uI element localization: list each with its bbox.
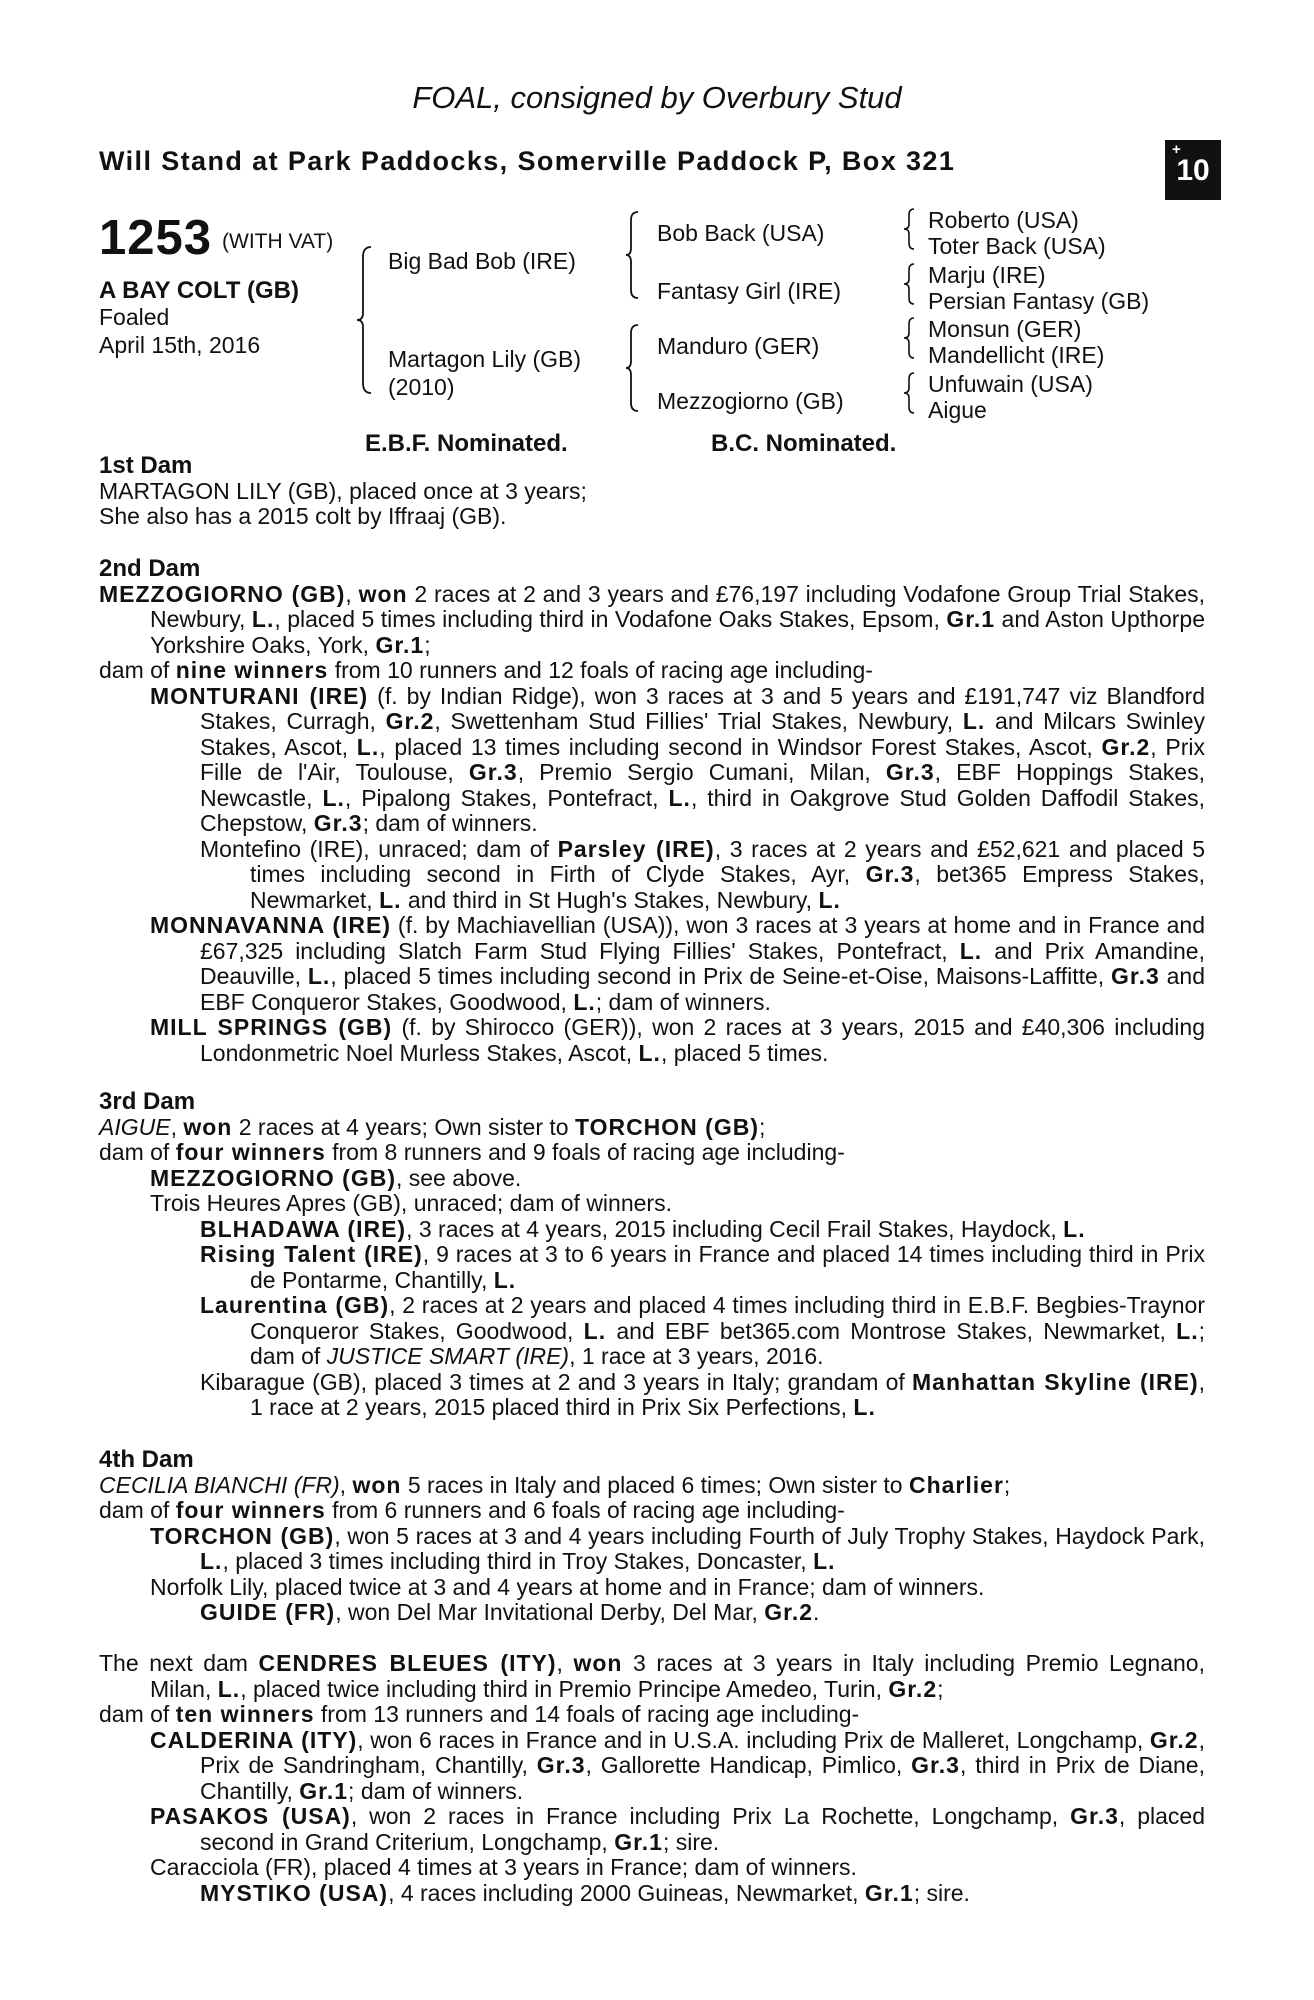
montefino-entry: Montefino (IRE), unraced; dam of Parsley (IRE), 3 races at 2 years and £52,621 and placed 5 times including second in Firth of Clyde Stakes, Ayr, Gr.3, bet365 Empress Stakes, Newmarket, L. and third in St Hugh's Stakes, Newbury, L. [200, 835, 1206, 913]
stand-location: Will Stand at Park Paddocks, Somerville Paddock P, Box 321 [99, 146, 956, 176]
foaled-date: April 15th, 2016 [99, 332, 261, 358]
first-dam-line-1: MARTAGON LILY (GB), placed once at 3 years; [99, 477, 587, 504]
trois-heures-entry: Trois Heures Apres (GB), unraced; dam of winners. [150, 1190, 672, 1216]
pedigree-brace-1 [355, 245, 385, 395]
monturani-entry: MONTURANI (IRE) (f. by Indian Ridge), won 3 races at 3 and 5 years and £191,747 viz Blandford Stakes, Curragh, Gr.2, Swettenham Stud Fillies' Trial Stakes, Newbury, L. and Milcars Swinley Stakes, Ascot, L., placed 13 times including second in Windsor Forest Stakes, Ascot, Gr.2, Prix Fille de l'Air, Toulouse, Gr.3, Premio Sergio Cumani, Milan, Gr.3, EBF Hoppings Stakes, Newcastle, L., Pipalong Stakes, Pontefract, L., third in Oakgrove Stud Golden Daffodil Stakes, Chepstow, Gr.3; dam of winners. [150, 682, 1206, 836]
pedigree-sds: Marju (IRE) [928, 262, 1046, 288]
calderina-entry: CALDERINA (ITY), won 6 races in France and in U.S.A. including Prix de Malleret, Longchamp, Gr.2, Prix de Sandringham, Chantilly, Gr.3, Gallorette Handicap, Pimlico, Gr.3, third in Prix de Diane, Chantilly, Gr.1; dam of winners. [150, 1726, 1205, 1804]
third-dam-record: AIGUE, won 2 races at 4 years; Own sister to TORCHON (GB); [99, 1113, 766, 1140]
laurentina-entry: Laurentina (GB), 2 races at 2 years and placed 4 times including third in E.B.F. Begbies-Traynor Conqueror Stakes, Goodwood, L. and EBF bet365.com Montrose Stakes, Newmarket, L.; dam of JUSTICE SMART (IRE), 1 race at 3 years, 2016. [200, 1292, 1205, 1369]
monnavanna-entry: MONNAVANNA (IRE) (f. by Machiavellian (USA)), won 3 races at 3 years at home and in France and £67,325 including Slatch Farm Stud Flying Fillies' Stakes, Pontefract, L. and Prix Amandine, Deauville, L., placed 5 times including second in Prix de Seine-et-Oise, Maisons-Laffitte, Gr.3 and EBF Conqueror Stakes, Goodwood, L.; dam of winners. [150, 912, 1206, 1015]
pedigree-brace-3b [902, 262, 924, 306]
fourth-dam-produce: dam of four winners from 6 runners and 6 foals of racing age including- [99, 1497, 845, 1523]
vat-label: (WITH VAT) [222, 230, 334, 253]
ebf-nominated: E.B.F. Nominated. [365, 430, 568, 457]
pasakos-entry: PASAKOS (USA), won 2 races in France including Prix La Rochette, Longchamp, Gr.3, placed second in Grand Criterium, Longchamp, Gr.1; sire. [150, 1803, 1205, 1855]
next-dam-record: The next dam CENDRES BLEUES (ITY), won 3 races at 3 years in Italy including Premio Legnano, Milan, L., placed twice including third in Premio Principe Amedeo, Turin, Gr.2; [99, 1650, 1205, 1702]
pedigree-brace-3c [902, 316, 924, 360]
plus-icon: + [1172, 141, 1181, 158]
pedigree-ssd: Toter Back (USA) [928, 233, 1106, 259]
mystiko-entry: MYSTIKO (USA), 4 races including 2000 Guineas, Newmarket, Gr.1; sire. [200, 1879, 970, 1906]
first-dam-section [99, 453, 1205, 530]
pedigree-dam: Martagon Lily (GB) [388, 346, 582, 372]
pedigree-sdd: Persian Fantasy (GB) [928, 288, 1150, 314]
pedigree-sire: Big Bad Bob (IRE) [388, 248, 576, 274]
second-dam-heading: 2nd Dam [99, 555, 201, 582]
pedigree-brace-2b [624, 323, 650, 413]
next-dam-section [99, 1651, 1205, 1906]
mezzogiorno-entry: MEZZOGIORNO (GB), see above. [150, 1164, 522, 1191]
pedigree-sss: Roberto (USA) [928, 207, 1079, 233]
next-dam-produce: dam of ten winners from 13 runners and 14 foals of racing age including- [99, 1701, 860, 1727]
rising-talent-entry: Rising Talent (IRE), 9 races at 3 to 6 years in France and placed 14 times including third in Prix de Pontarme, Chantilly, L. [200, 1241, 1205, 1293]
foaled-label: Foaled [99, 304, 170, 330]
fourth-dam-heading: 4th Dam [99, 1446, 194, 1473]
pedigree-brace-3a [902, 207, 924, 251]
pedigree-dam-year: (2010) [388, 374, 455, 400]
pedigree-dam-sire: Manduro (GER) [657, 333, 820, 359]
pedigree-dam-dam: Mezzogiorno (GB) [657, 388, 844, 414]
third-dam-section [99, 1089, 1205, 1421]
pedigree-ddd: Aigue [928, 397, 987, 423]
third-dam-produce: dam of four winners from 8 runners and 9 foals of racing age including- [99, 1139, 845, 1165]
pedigree-dsd: Mandellicht (IRE) [928, 342, 1105, 368]
guide-entry: GUIDE (FR), won Del Mar Invitational Derby, Del Mar, Gr.2. [200, 1599, 820, 1625]
pedigree-brace-2a [624, 210, 650, 300]
fourth-dam-section [99, 1447, 1205, 1626]
lot-badge [1165, 140, 1221, 200]
kibarague-entry: Kibarague (GB), placed 3 times at 2 and 3 years in Italy; grandam of Manhattan Skyline (IRE), 1 race at 2 years, 2015 placed third in Prix Six Perfections, L. [200, 1368, 1206, 1420]
first-dam-heading: 1st Dam [99, 452, 193, 479]
first-dam-line-2: She also has a 2015 colt by Iffraaj (GB). [99, 503, 507, 529]
second-dam-produce: dam of nine winners from 10 runners and 12 foals of racing age including- [99, 657, 873, 683]
pedigree-sire-dam: Fantasy Girl (IRE) [657, 278, 842, 304]
second-dam-record: MEZZOGIORNO (GB), won 2 races at 2 and 3 years and £76,197 including Vodafone Group Trial Stakes, Newbury, L., placed 5 times including third in Vodafone Oaks Stakes, Epsom, Gr.1 and Aston Upthorpe Yorkshire Oaks, York, Gr.1; [99, 580, 1206, 658]
pedigree-dds: Unfuwain (USA) [928, 371, 1093, 397]
mill-springs-entry: MILL SPRINGS (GB) (f. by Shirocco (GER)), won 2 races at 3 years, 2015 and £40,306 including Londonmetric Noel Murless Stakes, Ascot, L., placed 5 times. [150, 1014, 1206, 1066]
pedigree-brace-3d [902, 371, 924, 415]
badge-number: 10 [1176, 154, 1210, 187]
blhadawa-entry: BLHADAWA (IRE), 3 races at 4 years, 2015 including Cecil Frail Stakes, Haydock, L. [200, 1215, 1086, 1242]
caracciola-entry: Caracciola (FR), placed 4 times at 3 years in France; dam of winners. [150, 1854, 857, 1880]
pedigree-sire-sire: Bob Back (USA) [657, 220, 825, 246]
norfolk-lily-entry: Norfolk Lily, placed twice at 3 and 4 years at home and in France; dam of winners. [150, 1573, 985, 1600]
torchon-entry: TORCHON (GB), won 5 races at 3 and 4 years including Fourth of July Trophy Stakes, Haydock Park, L., placed 3 times including third in Troy Stakes, Doncaster, L. [150, 1522, 1205, 1574]
pedigree-dss: Monsun (GER) [928, 316, 1082, 342]
third-dam-heading: 3rd Dam [99, 1088, 196, 1115]
consignor-line: FOAL, consigned by Overbury Stud [412, 80, 902, 115]
lot-number: 1253 [99, 211, 213, 265]
fourth-dam-record: CECILIA BIANCHI (FR), won 5 races in Italy and placed 6 times; Own sister to Charlier; [99, 1471, 1011, 1498]
horse-name: A BAY COLT (GB) [99, 277, 300, 304]
second-dam-section [99, 556, 1205, 1066]
bc-nominated: B.C. Nominated. [711, 430, 897, 457]
